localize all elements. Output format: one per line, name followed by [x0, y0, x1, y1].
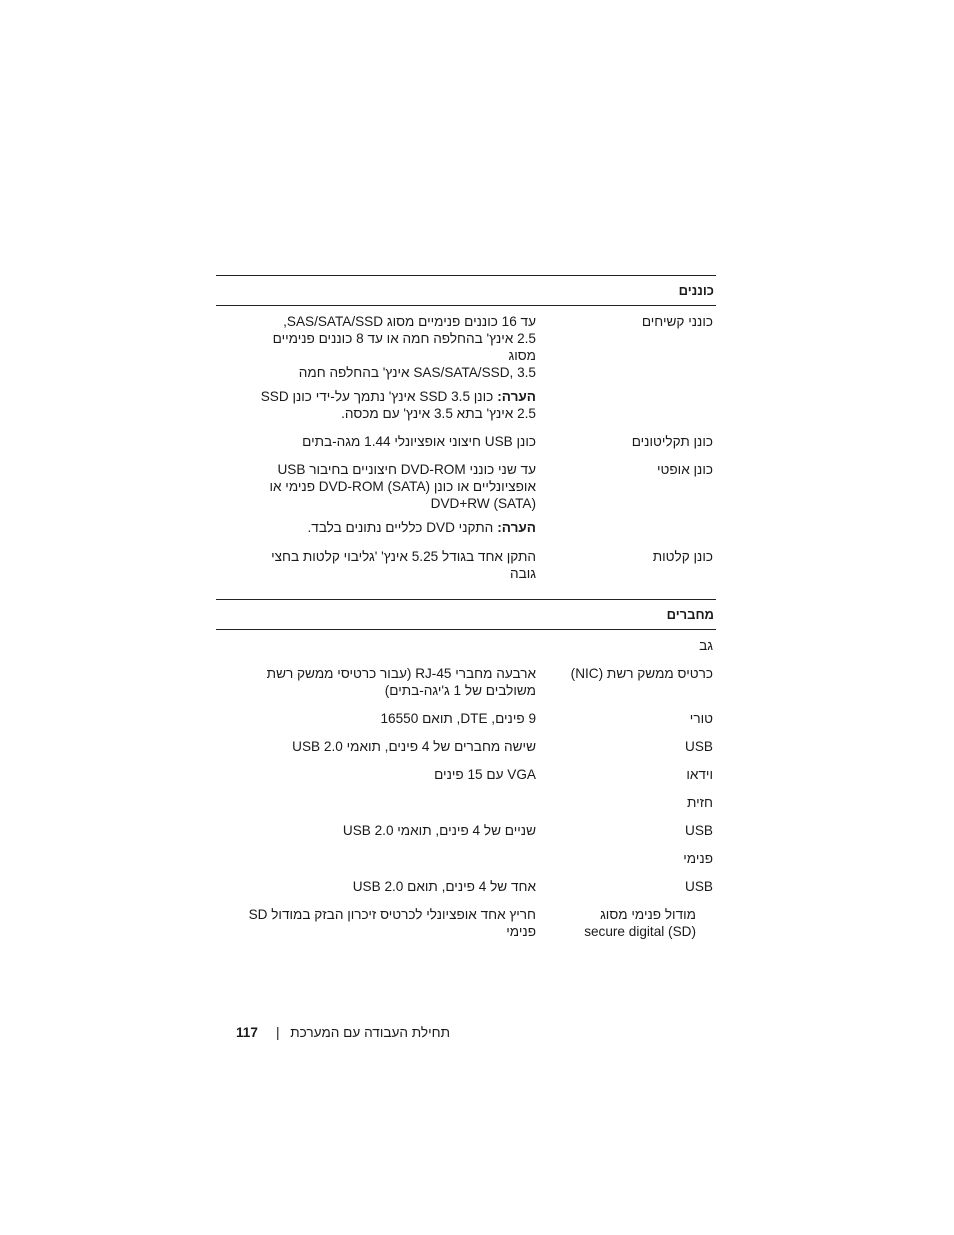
section-heading-drives: כוננים	[678, 283, 714, 298]
label-line: מודול פנימי מסוג	[600, 907, 696, 922]
row-label: USB	[685, 879, 713, 894]
value-line: חריץ אחד אופציונלי לכרטיס זיכרון הבזק במודול SD	[248, 907, 536, 922]
page-number: 117	[236, 1025, 258, 1040]
section-rule	[216, 629, 716, 630]
row-value	[244, 878, 536, 895]
value-line: ארבעה מחברי RJ-45 (עבור כרטיסי ממשק רשת	[266, 666, 536, 681]
row-label: USB	[685, 823, 713, 838]
value-line: עד שני כונני DVD-ROM חיצוניים בחיבור USB	[277, 462, 536, 477]
row-subheading-back	[216, 637, 716, 654]
row-tape-drive	[216, 548, 716, 582]
row-value	[244, 850, 536, 867]
row-diskette-drive	[216, 433, 716, 450]
row-value	[244, 822, 536, 839]
value-line: כונן USB חיצוני אופציונלי 1.44 מגה-בתים	[302, 434, 536, 449]
row-value	[244, 794, 536, 811]
label-line: secure digital (SD)	[584, 924, 696, 939]
row-serial	[216, 710, 716, 727]
row-label: כונני קשיחים	[641, 314, 713, 329]
row-label: כונן תקליטונים	[631, 434, 713, 449]
value-line: SAS/SATA/SSD, 3.5 אינץ' בהחלפה חמה	[298, 365, 536, 380]
value-line: שניים של 4 פינים, תואמי USB 2.0	[342, 823, 536, 838]
row-value	[244, 433, 536, 450]
row-optical-drive	[216, 461, 716, 536]
value-line: 9 פינים, DTE, תואם 16550	[380, 711, 536, 726]
row-subheading: חזית	[687, 795, 713, 810]
value-line: התקן אחד בגודל 5.25 אינץ' 'גליבוי קלטות בחצי גובה	[271, 549, 536, 581]
row-subheading-internal	[216, 850, 716, 867]
section-heading-connectors: מחברים	[666, 607, 714, 622]
value-line: אחד של 4 פינים, תואם USB 2.0	[352, 879, 536, 894]
footer-title: תחילת העבודה עם המערכת	[290, 1025, 450, 1040]
note-label: הערה:	[497, 389, 536, 404]
note-label: הערה:	[497, 520, 536, 535]
row-label: וידאו	[686, 767, 713, 782]
section-rule	[216, 305, 716, 306]
note	[244, 388, 536, 405]
row-label: כונן אופטי	[656, 462, 713, 477]
row-usb-internal	[216, 878, 716, 895]
row-value	[244, 738, 536, 755]
row-usb-back	[216, 738, 716, 755]
row-label: כונן קלטות	[652, 549, 713, 564]
row-label	[536, 906, 716, 940]
row-value	[244, 906, 536, 940]
row-value	[244, 665, 536, 699]
row-usb-front	[216, 822, 716, 839]
specs-table	[216, 275, 716, 940]
row-value	[244, 313, 536, 422]
note-text: כונן SSD 3.5 אינץ' נתמך על-ידי כונן SSD	[260, 389, 494, 404]
value-line: פנימי	[506, 924, 536, 939]
note-text: התקני DVD כלליים נתונים בלבד.	[307, 520, 494, 535]
note-text: 2.5 אינץ' בתא 3.5 אינץ' עם מכסה.	[341, 406, 536, 421]
row-label: USB	[685, 739, 713, 754]
row-video	[216, 766, 716, 783]
row-subheading-front	[216, 794, 716, 811]
row-value	[244, 548, 536, 582]
row-value	[244, 766, 536, 783]
value-line: אופציונליים או כונן DVD-ROM (SATA) פנימי או	[269, 479, 536, 494]
row-label: כרטיס ממשק רשת (NIC)	[570, 666, 713, 681]
row-subheading: פנימי	[683, 851, 713, 866]
footer-separator: |	[276, 1025, 280, 1040]
value-line: משולבים של 1 ג'יגה-בתים)	[384, 683, 536, 698]
note	[244, 519, 536, 536]
value-line: DVD+RW (SATA)	[430, 496, 536, 511]
row-label: טורי	[689, 711, 713, 726]
row-sd-module	[216, 906, 716, 940]
value-line: עד 16 כוננים פנימיים מסוג SAS/SATA/SSD,	[283, 314, 536, 329]
row-value	[244, 710, 536, 727]
row-nic	[216, 665, 716, 699]
value-line: 2.5 אינץ' בהחלפה חמה או עד 8 כוננים פנימיים מסוג	[272, 331, 536, 363]
row-value	[244, 637, 536, 654]
value-line: VGA עם 15 פינים	[434, 767, 536, 782]
row-value	[244, 461, 536, 536]
row-hard-drives	[216, 313, 716, 422]
value-line: שישה מחברים של 4 פינים, תואמי USB 2.0	[292, 739, 536, 754]
row-subheading: גב	[699, 638, 713, 653]
